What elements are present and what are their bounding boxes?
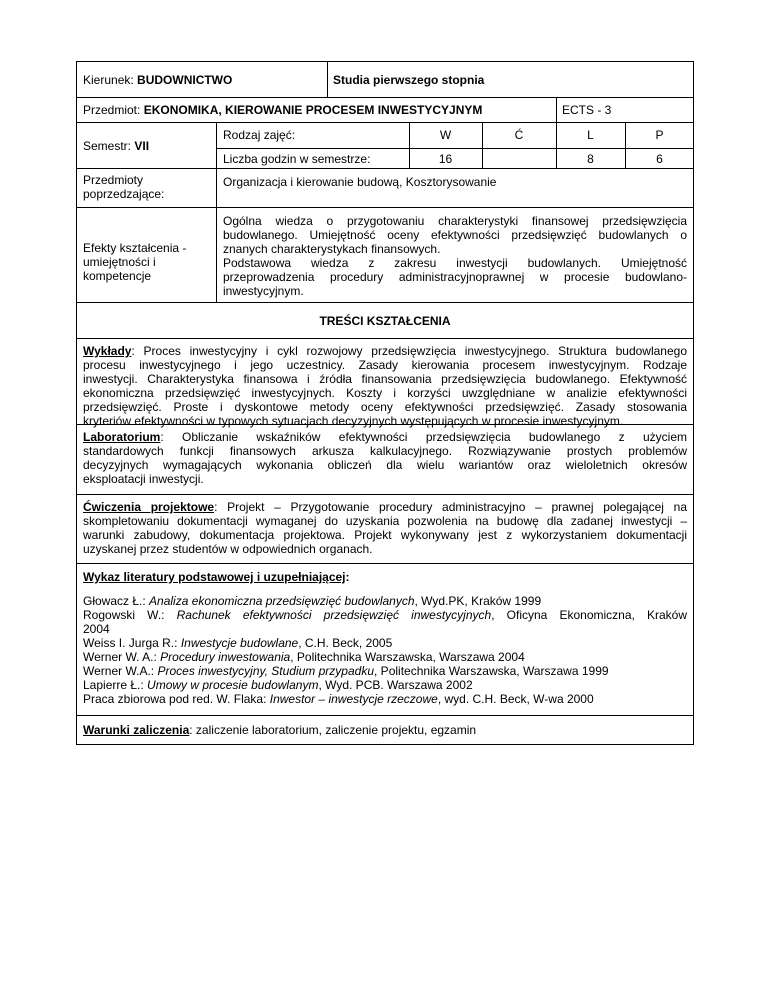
hours-p: 6 — [656, 152, 663, 166]
col-header-l: L — [587, 128, 594, 142]
semestr-value: VII — [134, 139, 150, 153]
przedmioty-label: Przedmioty poprzedzające: — [83, 173, 165, 201]
divider — [76, 122, 694, 123]
cwiczenia-label: Ćwiczenia projektowe — [83, 500, 215, 514]
cwiczenia-section: Ćwiczenia projektowe: Projekt – Przygotowanie procedury administracyjno – prawnej polegającej na skompletowaniu dokumentacji wymaganej do uzyskania pozwolenia na budowę dla zadanej inwestycji – warunki zabudowy, dokumentacja projektowa. Projekt wykonywany jest z wykorzystaniem dokumentacji uzyskanej przez studentów w odpowiednich organach. — [83, 500, 687, 556]
warunki-label: Warunki zaliczenia — [83, 723, 190, 737]
col-header-p: P — [655, 128, 664, 142]
divider — [76, 715, 694, 716]
przedmioty-value: Organizacja i kierowanie budową, Kosztorysowanie — [223, 175, 497, 189]
divider — [556, 97, 557, 122]
literatura-item: Werner W. A.: Procedury inwestowania, Politechnika Warszawska, Warszawa 2004 — [83, 650, 525, 664]
literatura-item: Głowacz Ł.: Analiza ekonomiczna przedsięwzięć budowlanych, Wyd.PK, Kraków 1999 — [83, 594, 542, 608]
literatura-item: Praca zbiorowa pod red. W. Flaka: Inwestor – inwestycje rzeczowe, wyd. C.H. Beck, W-wa 2000 — [83, 692, 594, 706]
przedmiot-value: EKONOMIKA, KIEROWANIE PROCESEM INWESTYCYJNYM — [143, 103, 483, 117]
divider — [216, 148, 694, 149]
laboratorium-label: Laboratorium — [83, 430, 161, 444]
hours-l: 8 — [587, 152, 594, 166]
divider — [327, 61, 328, 97]
divider — [76, 168, 694, 169]
divider — [76, 207, 694, 208]
col-header-w: W — [439, 128, 452, 142]
tresci-title: TREŚCI KSZTAŁCENIA — [319, 314, 451, 328]
hours-w: 16 — [438, 152, 453, 166]
literatura-item: Rogowski W.: Rachunek efektywności przedsięwzięć inwestycyjnych, Oficyna Ekonomiczna, Kraków — [83, 608, 688, 622]
kierunek: Kierunek: BUDOWNICTWO — [83, 73, 233, 87]
literatura-item: Lapierre Ł.: Umowy w procesie budowlanym, Wyd. PCB. Warszawa 2002 — [83, 678, 473, 692]
divider — [76, 563, 694, 564]
laboratorium-section: Laboratorium: Obliczanie wskaźników efektywności przedsięwzięcia budowlanego z użyciem standardowych funkcji finansowych arkusza kalkulacyjnego. Rozwiązywanie prostych problemów decyzyjnych wymagających wykonania obliczeń dla wielu wariantów oraz wieloletnich okresów eksploatacji inwestycji. — [83, 430, 687, 486]
rodzaj-zajec-label: Rodzaj zajęć: — [223, 128, 296, 142]
efekty-text: Ogólna wiedza o przygotowaniu charakterystyki finansowej przedsięwzięcia budowlanego. Umiejętność oceny efektywności przedsięwzięć budowlanych o znanych charakterystykach finansowych. Podstawowa wiedza z zakresu inwestycji budowlanych. Umiejętność przeprowadzenia procedury administracyjnoprawnej w procesie budowlano- inwestycyjnym. — [223, 214, 687, 298]
liczba-godzin-label: Liczba godzin w semestrze: — [223, 152, 371, 166]
divider — [76, 338, 694, 339]
literatura-title: Wykaz literatury podstawowej i uzupełniającej: — [83, 570, 350, 584]
wyklady-section: Wykłady: Proces inwestycyjny i cykl rozwojowy przedsięwzięcia inwestycyjnego. Struktura budowlanego procesu inwestycyjnego i jego uczestnicy. Zasady kierowania procesem inwestycyjnym. Rodzaje inwestycji. Charakterystyka finansowa i źródła finansowania przedsięwzięcia budowlanego. Efektywność ekonomiczna przedsięwzięć inwestycyjnych. Koszty i korzyści uwzględniane w analizie efektywności przedsięwzięć. Proste i dyskontowe metody oceny efektywności przedsięwzięć. Zasady stosowania kryteriów efektywności w typowych sytuacjach decyzyjnych występujących w procesie inwestycyjnym. — [83, 344, 687, 428]
literatura-list — [83, 594, 687, 706]
ects: ECTS - 3 — [562, 103, 612, 117]
semestr: Semestr: VII — [83, 139, 150, 153]
warunki-zaliczenia — [83, 723, 476, 737]
literatura-item: 2004 — [83, 622, 110, 636]
divider — [76, 494, 694, 495]
efekty-label: Efekty kształcenia - umiejętności i kompetencje — [83, 241, 187, 283]
divider — [76, 302, 694, 303]
divider — [216, 122, 217, 302]
col-header-c: Ć — [514, 128, 524, 142]
przedmiot: Przedmiot: EKONOMIKA, KIEROWANIE PROCESEM INWESTYCYJNYM — [83, 103, 483, 117]
studia-level: Studia pierwszego stopnia — [333, 73, 485, 87]
wyklady-label: Wykłady — [83, 344, 132, 358]
kierunek-value: BUDOWNICTWO — [137, 73, 233, 87]
warunki-value: : zaliczenie laboratorium, zaliczenie projektu, egzamin — [189, 723, 477, 737]
literatura-item: Weiss I. Jurga R.: Inwestycje budowlane, C.H. Beck, 2005 — [83, 636, 393, 650]
literatura-item: Werner W.A.: Proces inwestycyjny, Studium przypadku, Politechnika Warszawska, Warszawa 1999 — [83, 664, 609, 678]
divider — [76, 97, 694, 98]
